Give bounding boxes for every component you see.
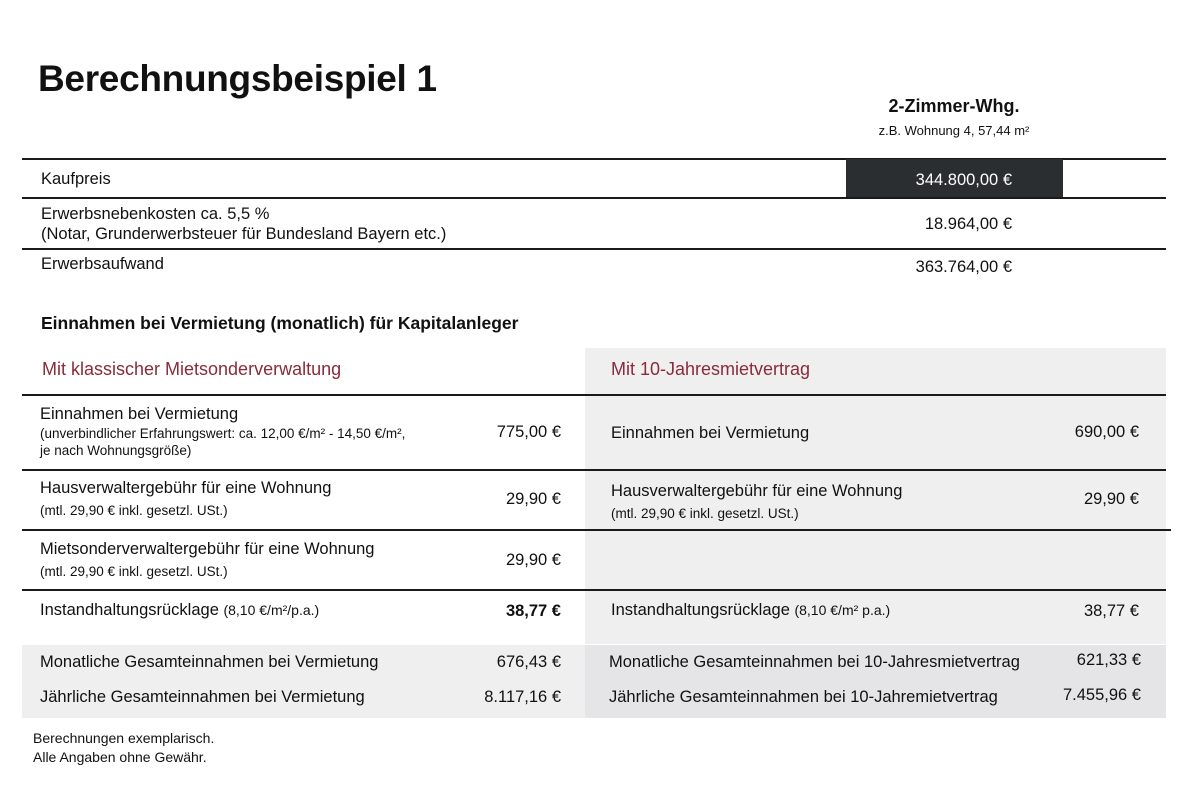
left-mietsonder-label: Mietsonderverwaltergebühr für eine Wohnung <box>40 540 375 558</box>
left-mietsonder-note: (mtl. 29,90 € inkl. gesetzl. USt.) <box>40 564 228 579</box>
kaufpreis-value: 344.800,00 € <box>915 171 1012 189</box>
nebenkosten-value: 18.964,00 € <box>924 215 1012 233</box>
section-title: Einnahmen bei Vermietung (monatlich) für Kapitalanleger <box>41 313 519 333</box>
left-instand-note: (8,10 €/m²/p.a.) <box>223 602 320 618</box>
divider <box>22 529 1171 531</box>
right-jaehrlich-label: Jährliche Gesamteinnahmen bei 10-Jahremietvertrag <box>609 688 998 706</box>
divider <box>22 248 1166 250</box>
left-hausverwalter-label: Hausverwaltergebühr für eine Wohnung <box>40 479 332 497</box>
right-einnahmen-label: Einnahmen bei Vermietung <box>611 424 810 442</box>
left-column-heading: Mit klassischer Mietsonderverwaltung <box>42 359 342 379</box>
right-hausverwalter-note: (mtl. 29,90 € inkl. gesetzl. USt.) <box>611 506 799 521</box>
left-jaehrlich-label: Jährliche Gesamteinnahmen bei Vermietung <box>40 688 365 706</box>
left-monatlich-value: 676,43 € <box>496 653 561 671</box>
divider <box>22 589 1166 591</box>
nebenkosten-note: (Notar, Grunderwerbsteuer für Bundesland Bayern etc.) <box>41 225 447 243</box>
left-monatlich-label: Monatliche Gesamteinnahmen bei Vermietung <box>40 653 379 671</box>
right-jaehrlich-value: 7.455,96 € <box>1063 686 1141 704</box>
erwerbsaufwand-label: Erwerbsaufwand <box>41 255 164 273</box>
footnote-line-1: Berechnungen exemplarisch. <box>33 730 215 746</box>
right-einnahmen-value: 690,00 € <box>1074 423 1139 441</box>
divider <box>22 394 1166 396</box>
right-instand-label: Instandhaltungsrücklage (8,10 €/m² p.a.) <box>611 601 891 619</box>
left-einnahmen-note-1: (unverbindlicher Erfahrungswert: ca. 12,00 €/m² - 14,50 €/m², <box>40 426 406 441</box>
left-hausverwalter-note: (mtl. 29,90 € inkl. gesetzl. USt.) <box>40 503 228 518</box>
apartment-type: 2-Zimmer-Whg. <box>888 96 1020 116</box>
right-instand-note: (8,10 €/m² p.a.) <box>794 602 891 618</box>
left-hausverwalter-value: 29,90 € <box>505 490 561 508</box>
left-einnahmen-value: 775,00 € <box>496 423 561 441</box>
left-mietsonder-value: 29,90 € <box>505 551 561 569</box>
right-hausverwalter-value: 29,90 € <box>1083 490 1139 508</box>
right-instand-value: 38,77 € <box>1083 602 1139 620</box>
right-column-heading: Mit 10-Jahresmietvertrag <box>611 359 811 379</box>
apartment-example: z.B. Wohnung 4, 57,44 m² <box>878 123 1030 138</box>
left-instand-value: 38,77 € <box>505 602 561 620</box>
page-title: Berechnungsbeispiel 1 <box>38 58 437 99</box>
kaufpreis-label: Kaufpreis <box>41 170 111 188</box>
nebenkosten-label: Erwerbsnebenkosten ca. 5,5 % <box>41 205 270 223</box>
divider <box>22 469 1166 471</box>
footnote-line-2: Alle Angaben ohne Gewähr. <box>33 749 207 765</box>
left-einnahmen-note-2: je nach Wohnungsgröße) <box>40 443 192 458</box>
right-monatlich-label: Monatliche Gesamteinnahmen bei 10-Jahresmietvertrag <box>609 653 1020 671</box>
divider <box>22 197 1166 199</box>
kaufpreis-value-cell <box>846 159 1063 198</box>
left-instand-label: Instandhaltungsrücklage (8,10 €/m²/p.a.) <box>40 601 320 619</box>
right-monatlich-value: 621,33 € <box>1076 651 1141 669</box>
right-hausverwalter-label: Hausverwaltergebühr für eine Wohnung <box>611 482 903 500</box>
left-einnahmen-label: Einnahmen bei Vermietung <box>40 405 239 423</box>
footnote <box>33 729 214 767</box>
left-jaehrlich-value: 8.117,16 € <box>484 688 561 706</box>
erwerbsaufwand-value: 363.764,00 € <box>915 258 1012 276</box>
